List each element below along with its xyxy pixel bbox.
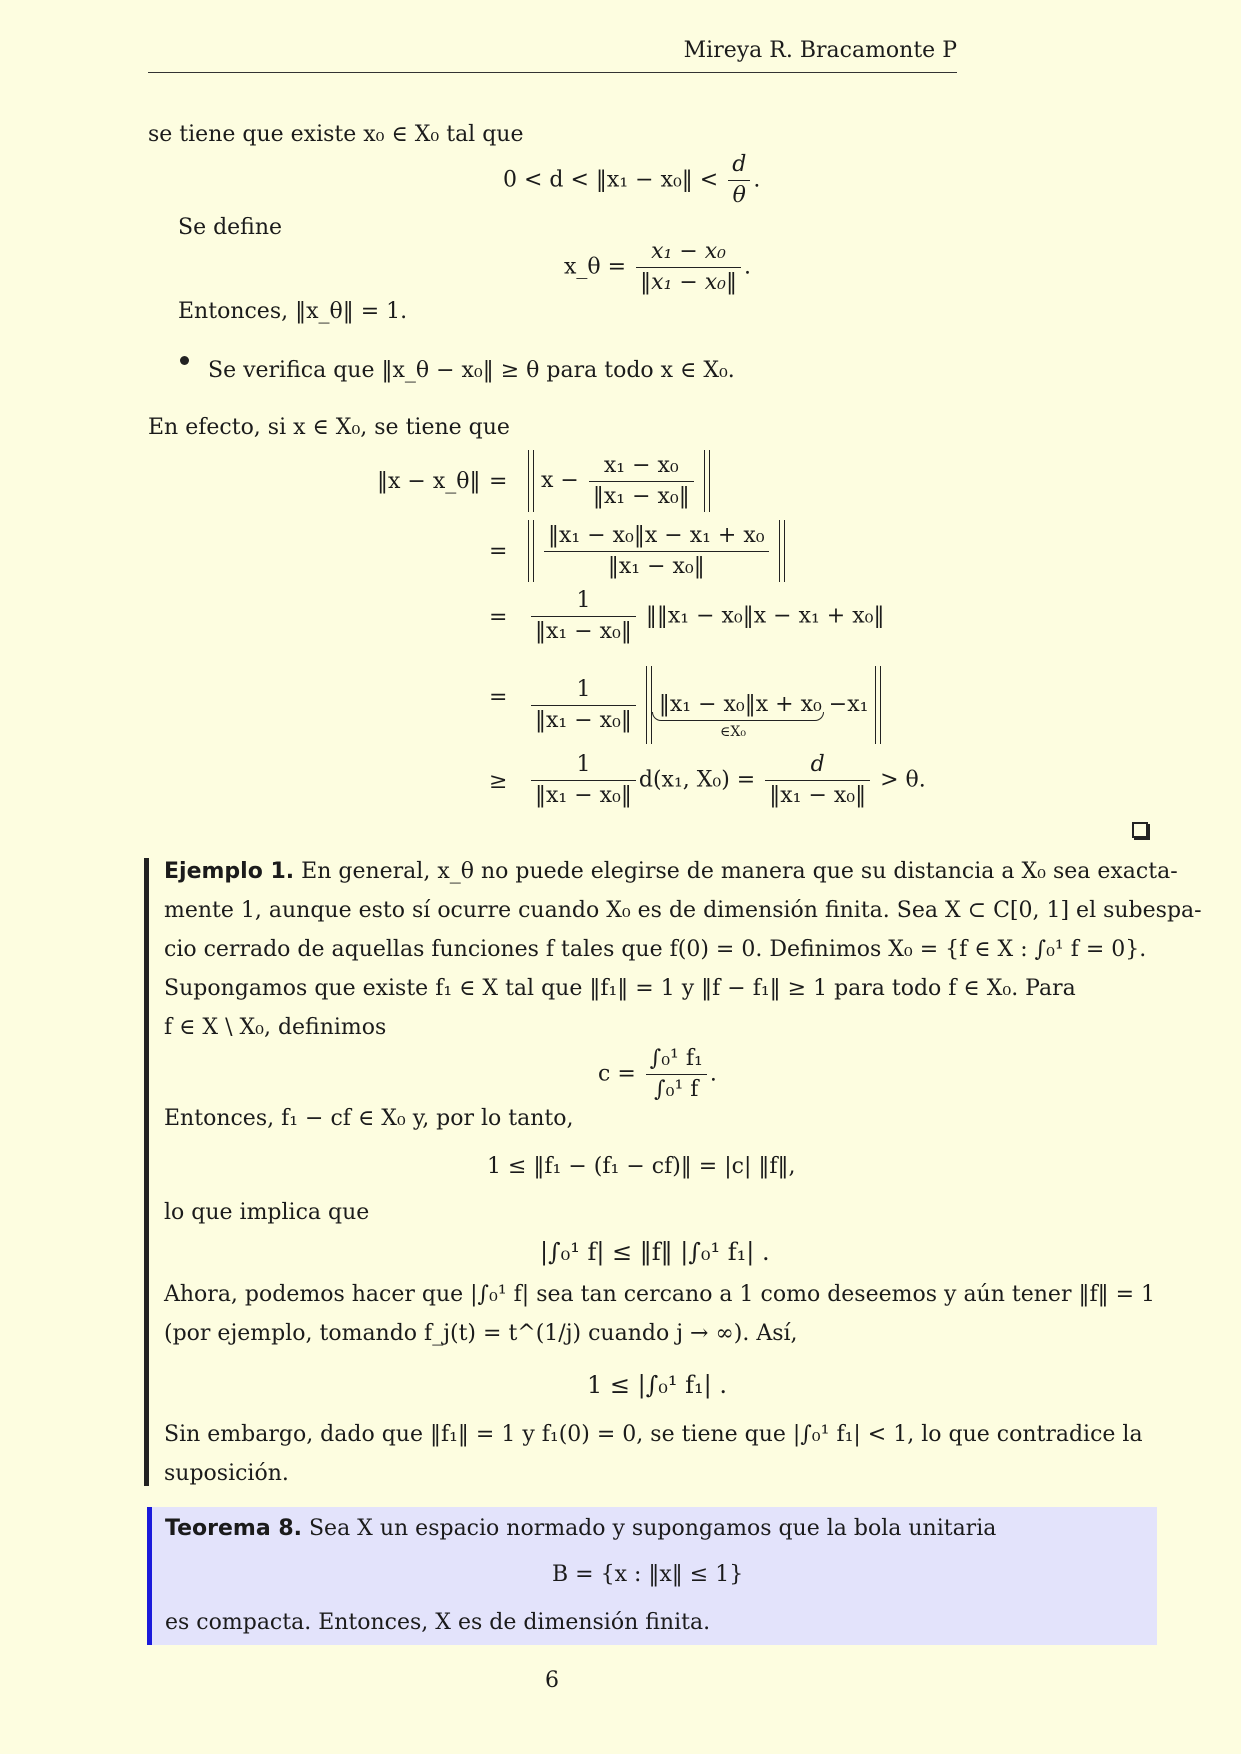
chain-pre-1: x − <box>541 468 579 493</box>
chain-rel-4: = <box>489 685 508 710</box>
chain-den-5: ‖x₁ − x₀‖ <box>535 783 632 808</box>
chain-num-5: 1 <box>531 750 636 781</box>
chain-num-3: 1 <box>531 586 636 617</box>
eq1-den: θ <box>732 183 746 208</box>
eqc-lhs: c = <box>598 1061 636 1087</box>
example-title: Ejemplo 1. <box>164 859 295 884</box>
intro-line: se tiene que existe x₀ ∈ X₀ tal que <box>148 122 524 147</box>
chain-rhs-5 <box>528 750 926 811</box>
eq1-fraction <box>728 150 750 211</box>
chain-den-5b: ‖x₁ − x₀‖ <box>769 783 867 808</box>
chain-frac-1 <box>589 451 694 512</box>
eqc-fraction <box>646 1044 707 1105</box>
norm-bar-right <box>779 520 785 582</box>
chain-frac-2 <box>544 521 769 582</box>
example-line-2: mente 1, aunque esto sí ocurre cuando X₀ es de dimensión finita. Sea X ⊂ C[0, 1] el subespa- <box>164 898 1202 923</box>
chain-frac-3 <box>531 586 636 647</box>
eqc-den: ∫₀¹ f <box>654 1077 699 1102</box>
example-line-3: cio cerrado de aquellas funciones f tales que f(0) = 0. Definimos X₀ = {f ∈ X : ∫₀¹ f = 0}. <box>164 937 1147 962</box>
example-line-5: f ∈ X \ X₀, definimos <box>164 1015 387 1040</box>
chain-rhs-2 <box>528 520 785 582</box>
bullet-icon <box>180 356 189 365</box>
eq1-num: d <box>728 150 750 181</box>
theorem-title: Teorema 8. <box>165 1516 302 1541</box>
equation-ineq: 1 ≤ ‖f₁ − (f₁ − cf)‖ = |c| ‖f‖, <box>487 1154 796 1179</box>
chain-lhs: ‖x − x_θ‖ <box>377 469 481 494</box>
example-end-2: suposición. <box>164 1461 289 1486</box>
equation-x-theta <box>564 237 751 298</box>
chain-rel-5: ≥ <box>489 769 508 794</box>
equation-integral: |∫₀¹ f| ≤ ‖f‖ |∫₀¹ f₁| . <box>540 1238 770 1266</box>
chain-rel-3: = <box>489 605 508 630</box>
eq1-tail: . <box>753 167 761 193</box>
qed-icon <box>1132 822 1148 838</box>
chain-num-5b: d <box>765 750 870 781</box>
page-number: 6 <box>545 1668 559 1693</box>
chain-den-4: ‖x₁ − x₀‖ <box>535 707 632 733</box>
chain-rhs-3 <box>528 586 884 647</box>
equation-bound <box>503 150 760 211</box>
example-line-1 <box>164 857 1178 887</box>
chain-num-1: x₁ − x₀ <box>589 451 694 482</box>
chain-num-2: ‖x₁ − x₀‖x − x₁ + x₀ <box>544 521 769 552</box>
chain-frac-5 <box>531 750 636 811</box>
then-line: Entonces, ‖x_θ‖ = 1. <box>178 299 408 324</box>
eqc-num: ∫₀¹ f₁ <box>646 1044 707 1075</box>
underbrace <box>652 712 824 721</box>
chain-den-1: ‖x₁ − x₀‖ <box>592 483 690 509</box>
norm-bar-right <box>875 666 881 744</box>
chain-rel-1: = <box>489 469 508 494</box>
effect-line: En efecto, si x ∈ X₀, se tiene que <box>148 415 510 440</box>
bullet-text: Se verifica que ‖x_θ − x₀‖ ≥ θ para todo x ∈ X₀. <box>208 358 735 383</box>
norm-bar-left <box>528 450 534 512</box>
chain-rel-2: = <box>489 539 508 564</box>
eqc-tail: . <box>709 1061 717 1087</box>
norm-bar-left <box>528 520 534 582</box>
running-header <box>148 38 957 73</box>
example-text-1: En general, x_θ no puede elegirse de manera que su distancia a X₀ sea exacta- <box>301 859 1178 884</box>
chain-post-3: ‖‖x₁ − x₀‖x − x₁ + x₀‖ <box>645 603 885 629</box>
chain-rhs-1 <box>528 450 710 512</box>
eq2-tail: . <box>743 254 751 280</box>
eq2-fraction <box>636 237 741 298</box>
norm-bar-left <box>646 666 652 744</box>
eq2-lhs: x_θ = <box>564 254 627 280</box>
norm-bar-right <box>704 450 710 512</box>
eq2-num: x₁ − x₀ <box>636 237 741 268</box>
example-then: Entonces, f₁ − cf ∈ X₀ y, por lo tanto, <box>164 1106 574 1131</box>
chain-den-3: ‖x₁ − x₀‖ <box>535 619 632 644</box>
header-author: Mireya R. Bracamonte P <box>683 38 957 63</box>
define-label: Se define <box>178 215 283 240</box>
chain-post-4: ‖x₁ − x₀‖x + x₀ −x₁ <box>658 692 869 717</box>
chain-tail-5: > θ. <box>880 767 926 793</box>
theorem-text-1: Sea X un espacio normado y supongamos que la bola unitaria <box>308 1516 997 1541</box>
chain-frac-5b <box>765 750 870 811</box>
chain-frac-4 <box>531 675 636 736</box>
eq1-lhs: 0 < d < ‖x₁ − x₀‖ < <box>503 167 719 193</box>
equation-c <box>598 1044 717 1105</box>
equation-one: 1 ≤ |∫₀¹ f₁| . <box>587 1371 727 1399</box>
example-implies: lo que implica que <box>164 1200 370 1225</box>
example-now-2: (por ejemplo, tomando f_j(t) = t^(1/j) cuando j → ∞). Así, <box>164 1321 798 1346</box>
example-now-1: Ahora, podemos hacer que |∫₀¹ f| sea tan cercano a 1 como deseemos y aún tener ‖f‖ = 1 <box>164 1282 1156 1307</box>
theorem-line-1 <box>165 1514 996 1544</box>
eq2-den: ‖x₁ − x₀‖ <box>640 270 737 295</box>
theorem-line-2: es compacta. Entonces, X es de dimensión finita. <box>165 1610 711 1635</box>
example-bar <box>144 858 149 1486</box>
chain-rhs-4 <box>528 666 881 744</box>
chain-den-2: ‖x₁ − x₀‖ <box>607 553 705 579</box>
example-line-4: Supongamos que existe f₁ ∈ X tal que ‖f₁‖ = 1 y ‖f − f₁‖ ≥ 1 para todo f ∈ X₀. Para <box>164 976 1076 1001</box>
theorem-equation: B = {x : ‖x‖ ≤ 1} <box>552 1562 744 1587</box>
chain-post-5: d(x₁, X₀) = <box>638 767 756 793</box>
chain-num-4: 1 <box>531 675 636 706</box>
example-end-1: Sin embargo, dado que ‖f₁‖ = 1 y f₁(0) = 0, se tiene que |∫₀¹ f₁| < 1, lo que contradice la <box>164 1422 1143 1447</box>
underbrace-label: ∈X₀ <box>720 724 746 740</box>
